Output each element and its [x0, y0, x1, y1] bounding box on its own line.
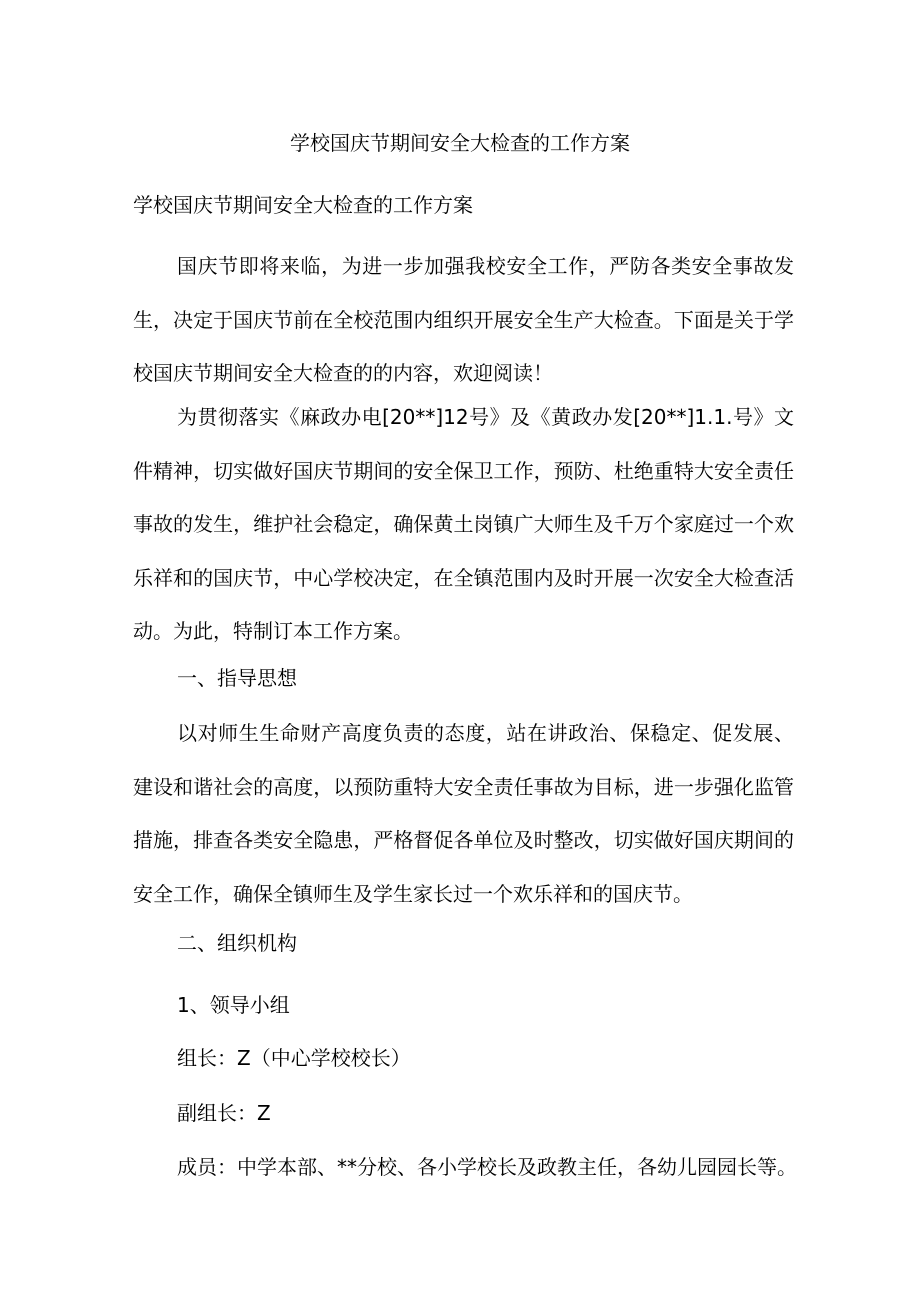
document-title: 学校国庆节期间安全大检查的工作方案	[290, 131, 630, 155]
guiding-ideology-paragraph: 以对师生生命财产高度负责的态度，站在讲政治、保稳定、促发展、建设和谐社会的高度，以预防重特大安全责任事故为目标，进一步强化监管措施，排查各类安全隐患，严格督促各单位及时整改，切实做好国庆期间的安全工作，确保全镇师生及学生家长过一个欢乐祥和的国庆节。	[133, 721, 794, 906]
section-heading-organization: 二、组织机构	[177, 931, 297, 955]
document-subtitle: 学校国庆节期间安全大检查的工作方案	[133, 193, 473, 217]
intro-paragraph: 国庆节即将来临，为进一步加强我校安全工作，严防各类安全事故发生，决定于国庆节前在全校范围内组织开展安全生产大检查。下面是关于学校国庆节期间安全大检查的的内容，欢迎阅读！	[133, 254, 794, 385]
section-heading-guiding-ideology: 一、指导思想	[177, 666, 297, 690]
leader-line: 组长：Z（中心学校校长）	[177, 1046, 411, 1070]
deputy-leader-line: 副组长：Z	[177, 1101, 271, 1125]
members-line: 成员：中学本部、**分校、各小学校长及政教主任，各幼儿园园长等。	[177, 1155, 797, 1179]
purpose-paragraph: 为贯彻落实《麻政办电[20**]12号》及《黄政办发[20**]1.1.号》文件精神，切实做好国庆节期间的安全保卫工作，预防、杜绝重特大安全责任事故的发生，维护社会稳定，确保黄土岗镇广大师生及千万个家庭过一个欢乐祥和的国庆节，中心学校决定，在全镇范围内及时开展一次安全大检查活动。为此，特制订本工作方案。	[133, 405, 794, 643]
subsection-heading-leadership-group: 1、领导小组	[177, 993, 290, 1017]
